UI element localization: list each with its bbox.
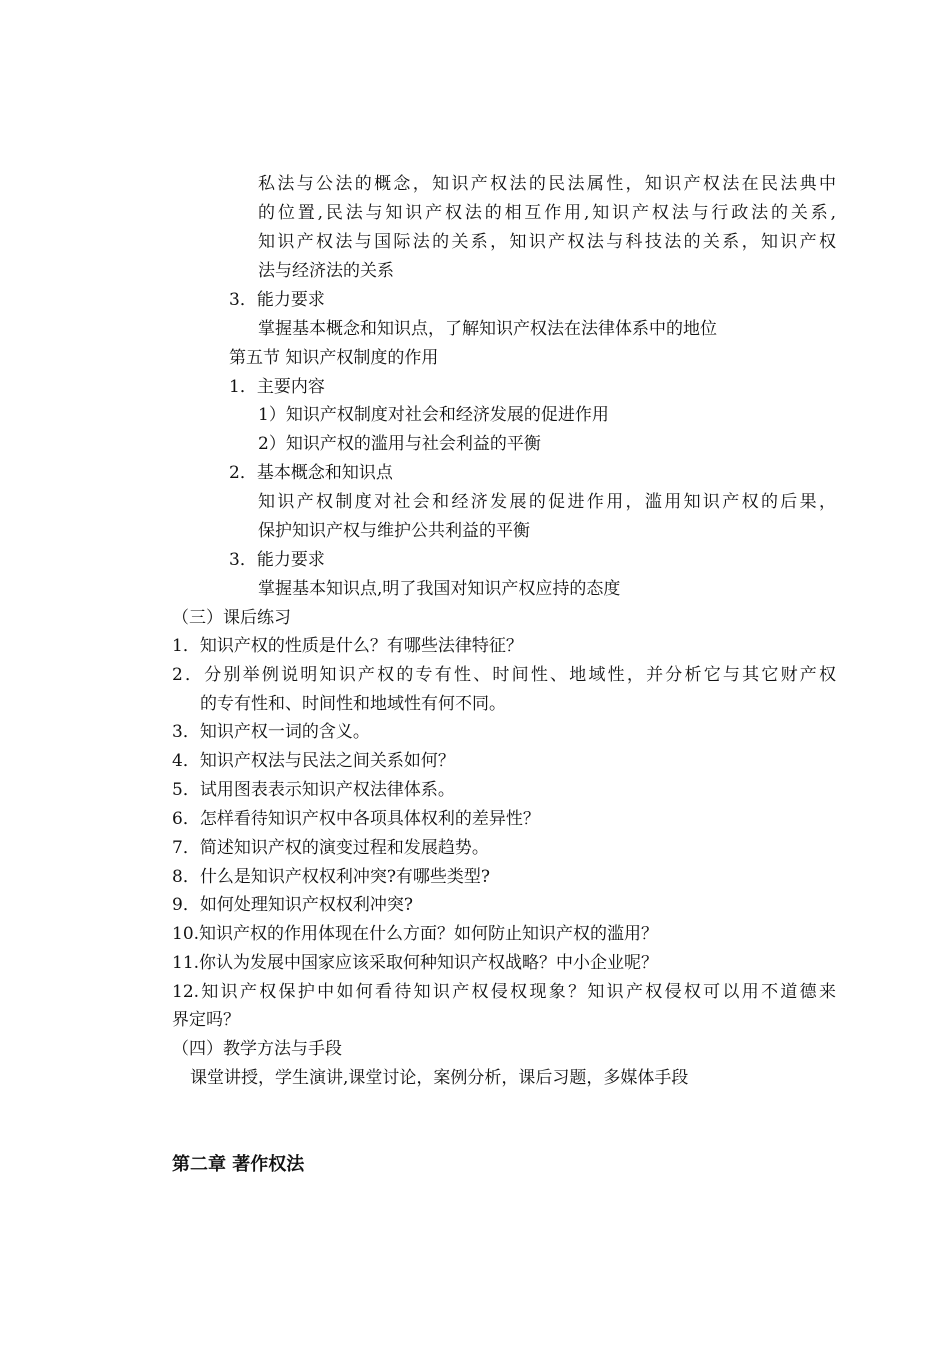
exercise-item: 3．知识产权一词的含义。 <box>172 722 370 742</box>
exercise-item: 8．什么是知识产权权利冲突?有哪些类型? <box>172 867 491 887</box>
exercise-item-continued: 的专有性和、时间性和地域性有何不同。 <box>200 694 506 714</box>
exercise-item: 9．如何处理知识产权权利冲突? <box>172 895 413 915</box>
methods-text: 课堂讲授，学生演讲,课堂讨论，案例分析，课后习题，多媒体手段 <box>190 1068 689 1088</box>
section5-main-label: 1．主要内容 <box>229 377 325 397</box>
exercise-item: 5．试用图表表示知识产权法律体系。 <box>172 780 455 800</box>
section4-basics-line-4: 法与经济法的关系 <box>258 261 394 281</box>
exercise-item-continued: 界定吗？ <box>172 1010 240 1030</box>
exercise-item: 2．分别举例说明知识产权的专有性、时间性、地域性，并分析它与其它财产权 <box>172 665 836 685</box>
section5-main-item-1: 1）知识产权制度对社会和经济发展的促进作用 <box>258 405 609 425</box>
methods-heading: （四）教学方法与手段 <box>172 1039 342 1059</box>
section4-basics-line-2: 的位置,民法与知识产权法的相互作用,知识产权法与行政法的关系, <box>258 203 836 223</box>
exercise-item: 10.知识产权的作用体现在什么方面？如何防止知识产权的滥用？ <box>172 924 659 944</box>
section5-ability-label: 3．能力要求 <box>229 550 325 570</box>
exercise-item: 11.你认为发展中国家应该采取何种知识产权战略？中小企业呢？ <box>172 953 659 973</box>
exercise-item: 1．知识产权的性质是什么？有哪些法律特征？ <box>172 636 523 656</box>
section5-main-item-2: 2）知识产权的滥用与社会利益的平衡 <box>258 434 541 454</box>
chapter-title: 第二章 著作权法 <box>172 1154 305 1175</box>
section5-basics-label: 2．基本概念和知识点 <box>229 463 393 483</box>
section5-title: 第五节 知识产权制度的作用 <box>229 348 439 368</box>
exercise-item: 6．怎样看待知识产权中各项具体权利的差异性？ <box>172 809 540 829</box>
section5-basics-line-1: 知识产权制度对社会和经济发展的促进作用，滥用知识产权的后果， <box>258 492 836 512</box>
exercise-item: 4．知识产权法与民法之间关系如何？ <box>172 751 455 771</box>
section4-ability-text: 掌握基本概念和知识点，了解知识产权法在法律体系中的地位 <box>258 319 717 339</box>
section4-basics-line-3: 知识产权法与国际法的关系，知识产权法与科技法的关系，知识产权 <box>258 232 836 252</box>
exercise-item: 12.知识产权保护中如何看待知识产权侵权现象？知识产权侵权可以用不道德来 <box>172 982 836 1002</box>
exercise-item: 7．简述知识产权的演变过程和发展趋势。 <box>172 838 489 858</box>
section4-basics-line-1: 私法与公法的概念，知识产权法的民法属性，知识产权法在民法典中 <box>258 174 836 194</box>
section5-basics-line-2: 保护知识产权与维护公共利益的平衡 <box>258 521 530 541</box>
exercises-heading: （三）课后练习 <box>172 608 291 628</box>
section5-ability-text: 掌握基本知识点,明了我国对知识产权应持的态度 <box>258 579 621 599</box>
section4-ability-label: 3．能力要求 <box>229 290 325 310</box>
